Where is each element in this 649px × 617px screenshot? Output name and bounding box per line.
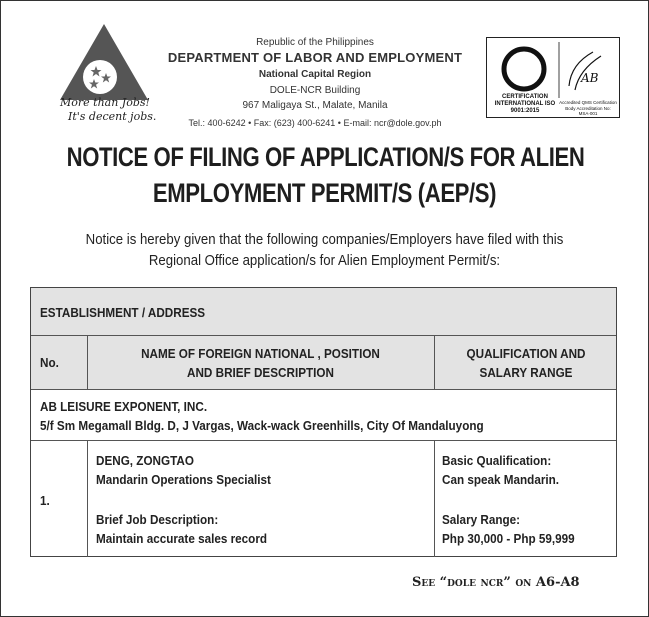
establishment-name: AB LEISURE EXPONENT, INC.	[40, 399, 208, 414]
region-name: National Capital Region	[258, 69, 372, 80]
job-description-label: Brief Job Description:	[96, 512, 219, 527]
accreditation-text: Accredited QMS Certification Body Accreditation No: MSA-001	[559, 100, 617, 116]
job-description: Maintain accurate sales record	[96, 531, 268, 546]
aep-table	[30, 287, 617, 557]
intro-line-1: Notice is hereby given that the following companies/Employers have filed with this	[85, 231, 564, 248]
intro-line-2: Regional Office application/s for Alien Employment Permit/s:	[148, 252, 501, 269]
notice-title-line-2: EMPLOYMENT PERMIT/S (AEP/S)	[152, 178, 497, 208]
foreign-national-name: DENG, ZONGTAO	[96, 453, 194, 468]
jab-logo-text: AB	[581, 71, 599, 85]
notice-title-line-1: NOTICE OF FILING OF APPLICATION/S FOR ALIEN	[66, 142, 585, 172]
section-header: ESTABLISHMENT / ADDRESS	[40, 305, 206, 320]
tagline-2: It's decent jobs.	[68, 110, 157, 123]
position: Mandarin Operations Specialist	[96, 472, 271, 487]
qualification: Can speak Mandarin.	[442, 472, 560, 487]
column-header-qual-2: SALARY RANGE	[479, 365, 573, 380]
row-number: 1.	[40, 493, 50, 508]
building-name: DOLE-NCR Building	[269, 85, 361, 96]
table-column-rule	[434, 335, 435, 389]
table-column-rule	[87, 440, 88, 557]
table-rule	[31, 335, 616, 336]
table-rule	[31, 440, 616, 441]
establishment-address: 5/f Sm Megamall Bldg. D, J Vargas, Wack-wack Greenhills, City Of Mandaluyong	[40, 418, 484, 433]
qualification-label: Basic Qualification:	[442, 453, 552, 468]
column-header-qual-1: QUALIFICATION AND	[466, 346, 586, 361]
tagline-1: More than Jobs!	[60, 96, 150, 109]
table-rule	[31, 389, 616, 390]
republic-label: Republic of the Philippines	[256, 37, 374, 48]
office-address: 967 Maligaya St., Malate, Manila	[242, 100, 388, 111]
column-header-no: No.	[40, 355, 59, 370]
certification-text: CERTIFICATION INTERNATIONAL ISO 9001:2015	[494, 94, 556, 114]
table-column-rule	[434, 440, 435, 557]
department-name: DEPARTMENT OF LABOR AND EMPLOYMENT	[167, 50, 463, 65]
column-header-name-2: AND BRIEF DESCRIPTION	[187, 365, 334, 380]
table-column-rule	[87, 335, 88, 389]
iso-certification-badge	[486, 37, 620, 118]
salary-range-label: Salary Range:	[442, 512, 521, 527]
salary-range: Php 30,000 - Php 59,999	[442, 531, 575, 546]
contact-info: Tel.: 400-6242 • Fax: (623) 400-6241 • E-mail: ncr@dole.gov.ph	[188, 118, 442, 128]
continuation-reference: See “dole ncr” on A6-A8	[412, 575, 580, 590]
column-header-name-1: NAME OF FOREIGN NATIONAL , POSITION	[141, 346, 380, 361]
